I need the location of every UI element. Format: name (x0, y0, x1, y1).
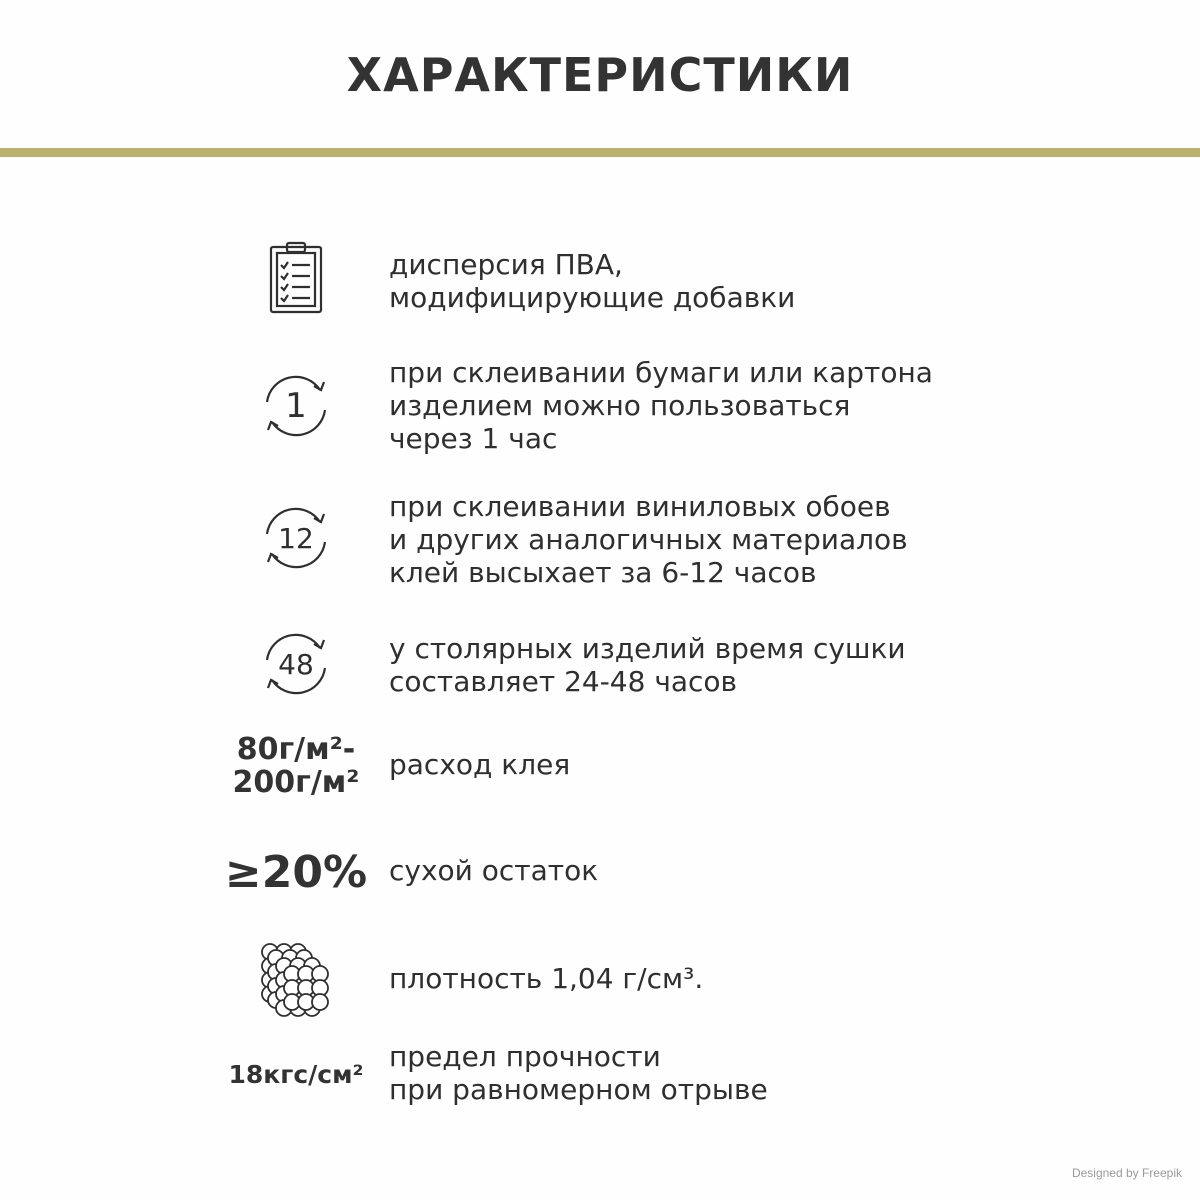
spec-text (389, 854, 1179, 887)
spec-text (389, 1040, 1179, 1106)
spec-line: составляет 24-48 часов (389, 665, 738, 698)
spec-line: предел прочности (389, 1040, 661, 1073)
consumption-value-line: 200г/м² (232, 765, 360, 800)
spec-text (389, 632, 1179, 698)
dry-residue-value-text: ≥20% (224, 846, 368, 898)
spec-line: при склеивании виниловых обоев (389, 490, 891, 523)
spec-line: плотность 1,04 г/см³. (389, 962, 704, 995)
spec-line: клей высыхает за 6-12 часов (389, 556, 817, 589)
svg-text:12: 12 (278, 522, 314, 555)
spec-text (389, 356, 1179, 455)
spec-line: расход клея (389, 748, 571, 781)
page-title: ХАРАКТЕРИСТИКИ (346, 48, 854, 102)
molecule-spheres-icon (222, 938, 370, 1018)
spec-line: дисперсия ПВА, (389, 248, 623, 281)
strength-value-text: 18кгс/см² (228, 1059, 364, 1089)
consumption-value-line: 80г/м²- (236, 732, 356, 767)
spec-line: через 1 час (389, 422, 558, 455)
cycle-1-icon (222, 368, 370, 444)
spec-text (389, 490, 1179, 589)
accent-divider (0, 148, 1200, 157)
spec-text (389, 962, 1179, 995)
svg-text:48: 48 (278, 648, 314, 681)
spec-line: сухой остаток (389, 854, 599, 887)
spec-text (389, 248, 1179, 314)
dry-residue-value (222, 842, 370, 902)
consumption-value (222, 726, 370, 806)
svg-text:1: 1 (285, 386, 307, 426)
spec-line: при склеивании бумаги или картона (389, 356, 933, 389)
freepik-credit: Designed by Freepik (1071, 1166, 1182, 1180)
clipboard-checklist-icon (222, 240, 370, 316)
cycle-12-icon (222, 500, 370, 576)
spec-line: изделием можно пользоваться (389, 389, 851, 422)
spec-text (389, 748, 1179, 781)
spec-line: при равномерном отрыве (389, 1073, 768, 1106)
strength-value (222, 1054, 370, 1094)
spec-line: у столярных изделий время сушки (389, 632, 906, 665)
spec-line: модифицирующие добавки (389, 281, 796, 314)
cycle-48-icon (222, 626, 370, 702)
spec-line: и других аналогичных материалов (389, 523, 908, 556)
